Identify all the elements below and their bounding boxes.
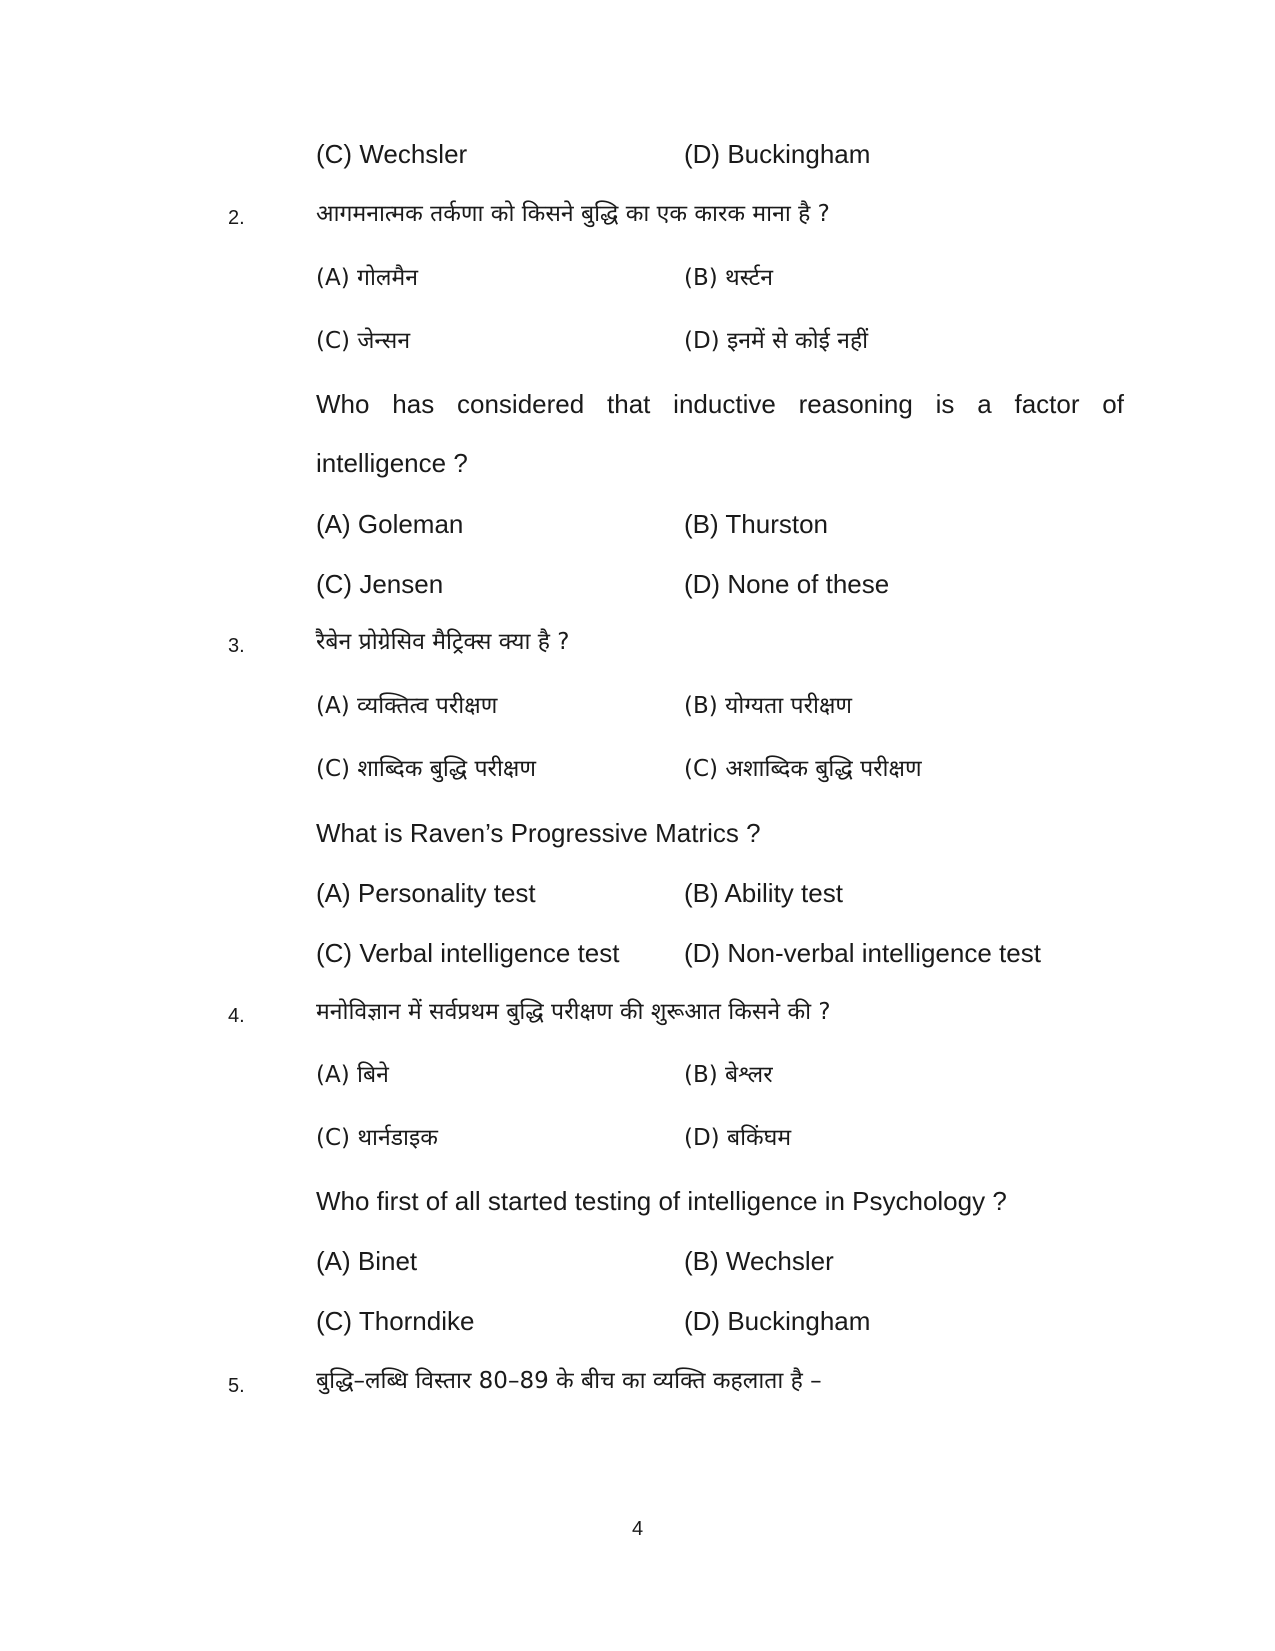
page-number: 4 xyxy=(631,1518,644,1540)
q3-english-option-c: (C) Verbal intelligence test xyxy=(316,938,620,968)
q4-hindi-option-d: (D) बकिंघम xyxy=(684,1125,792,1151)
q3-hindi-option-a: (A) व्यक्तित्व परीक्षण xyxy=(316,693,498,719)
q3-hindi-question: रैबेन प्रोग्रेसिव मैट्रिक्स क्या है ? xyxy=(316,629,570,655)
q2-english-option-c: (C) Jensen xyxy=(316,569,444,599)
q2-hindi-option-b: (B) थर्स्टन xyxy=(684,265,774,291)
q2-english-option-b: (B) Thurston xyxy=(684,509,829,539)
q2-english-question-line2: intelligence ? xyxy=(316,448,468,478)
q4-number: 4. xyxy=(228,1005,245,1027)
q4-english-option-c: (C) Thorndike xyxy=(316,1306,475,1336)
q4-english-option-a: (A) Binet xyxy=(316,1246,418,1276)
q2-hindi-option-a: (A) गोलमैन xyxy=(316,265,419,291)
q4-hindi-option-c: (C) थार्नडाइक xyxy=(316,1125,438,1151)
q1-option-c: (C) Wechsler xyxy=(316,139,468,169)
q1-option-d: (D) Buckingham xyxy=(684,139,871,169)
q2-english-option-d: (D) None of these xyxy=(684,569,890,599)
q4-english-option-b: (B) Wechsler xyxy=(684,1246,834,1276)
q3-english-option-a: (A) Personality test xyxy=(316,878,536,908)
q3-hindi-option-c: (C) शाब्दिक बुद्धि परीक्षण xyxy=(316,756,537,782)
q5-number: 5. xyxy=(228,1375,245,1397)
q4-english-option-d: (D) Buckingham xyxy=(684,1306,871,1336)
q2-hindi-option-d: (D) इनमें से कोई नहीं xyxy=(684,328,869,354)
q3-english-option-b: (B) Ability test xyxy=(684,878,843,908)
q3-english-option-d: (D) Non-verbal intelligence test xyxy=(684,938,1041,968)
q2-english-question-line1: Who has considered that inductive reasoning is a factor of xyxy=(316,389,1124,419)
q5-hindi-question: बुद्धि–लब्धि विस्तार 80–89 के बीच का व्यक्ति कहलाता है – xyxy=(316,1368,822,1394)
q3-number: 3. xyxy=(228,635,245,657)
q2-english-option-a: (A) Goleman xyxy=(316,509,464,539)
q4-english-question: Who first of all started testing of intelligence in Psychology ? xyxy=(316,1186,1007,1216)
q2-number: 2. xyxy=(228,207,245,229)
q2-hindi-option-c: (C) जेन्सन xyxy=(316,328,411,354)
q3-hindi-option-d: (C) अशाब्दिक बुद्धि परीक्षण xyxy=(684,756,922,782)
q3-hindi-option-b: (B) योग्यता परीक्षण xyxy=(684,693,853,719)
q3-english-question: What is Raven’s Progressive Matrics ? xyxy=(316,818,761,848)
q4-hindi-question: मनोविज्ञान में सर्वप्रथम बुद्धि परीक्षण की शुरूआत किसने की ? xyxy=(316,999,831,1025)
q4-hindi-option-a: (A) बिने xyxy=(316,1062,389,1088)
q2-hindi-question: आगमनात्मक तर्कणा को किसने बुद्धि का एक कारक माना है ? xyxy=(316,201,830,227)
q4-hindi-option-b: (B) बेश्लर xyxy=(684,1062,773,1088)
